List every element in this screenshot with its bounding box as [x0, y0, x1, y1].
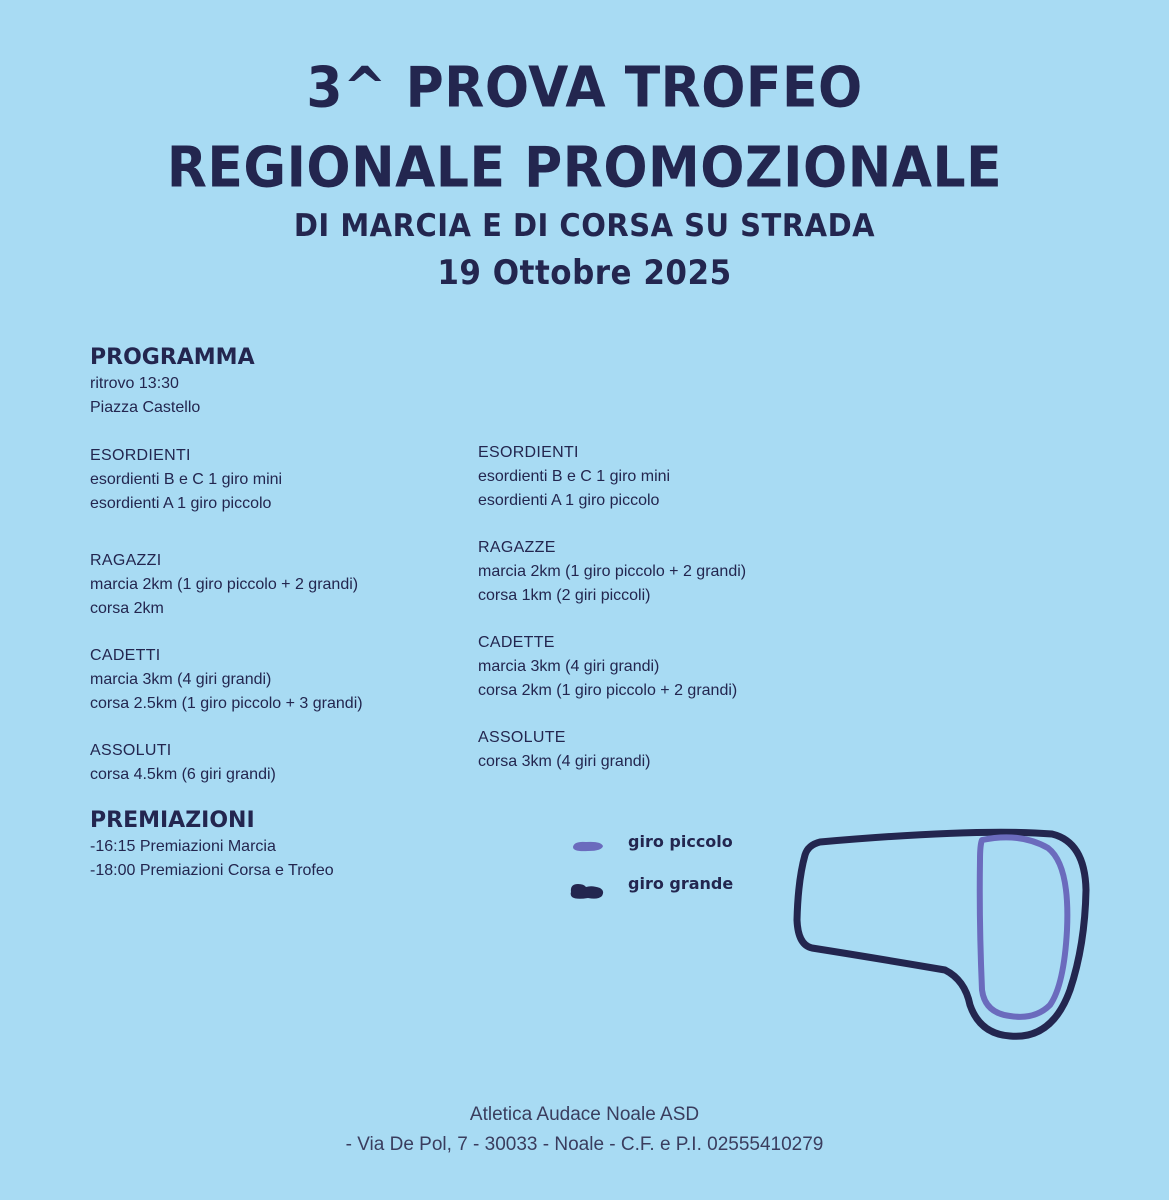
- esordienti-f-section: [478, 441, 878, 513]
- subtitle: DI MARCIA E DI CORSA SU STRADA: [293, 206, 876, 244]
- category-line: corsa 3km (4 giri grandi): [478, 753, 651, 770]
- ritrovo-place: Piazza Castello: [90, 399, 201, 416]
- category-line: esordienti B e C 1 giro mini: [90, 471, 283, 488]
- programma-heading: PROGRAMMA: [90, 345, 255, 370]
- category-heading: ESORDIENTI: [478, 444, 579, 461]
- ritrovo-time: ritrovo 13:30: [90, 375, 179, 392]
- premiazioni-heading: PREMIAZIONI: [90, 808, 255, 833]
- right-column: [478, 441, 878, 774]
- course-map-icon: [780, 820, 1100, 1050]
- esordienti-m-section: [90, 444, 470, 516]
- legend-large-loop: [568, 870, 808, 912]
- category-line: corsa 4.5km (6 giri grandi): [90, 766, 276, 783]
- premiazione-line: -18:00 Premiazioni Corsa e Trofeo: [90, 862, 334, 879]
- category-line: corsa 1km (2 giri piccoli): [478, 587, 651, 604]
- legend-small-label: giro piccolo: [628, 832, 733, 851]
- title-line-1: 3^ PROVA TROFEO: [306, 55, 863, 121]
- cadetti-section: [90, 644, 470, 716]
- category-heading: ASSOLUTE: [478, 729, 566, 746]
- small-loop-path: [980, 837, 1068, 1017]
- category-heading: RAGAZZI: [90, 552, 162, 569]
- cadette-section: [478, 631, 878, 703]
- ragazzi-section: [90, 549, 470, 621]
- category-heading: CADETTE: [478, 634, 555, 651]
- premiazioni-section: [90, 807, 470, 883]
- category-heading: CADETTI: [90, 647, 161, 664]
- category-line: esordienti B e C 1 giro mini: [478, 468, 671, 485]
- course-legend: [568, 828, 808, 912]
- category-line: marcia 2km (1 giro piccolo + 2 grandi): [478, 563, 747, 580]
- category-line: marcia 2km (1 giro piccolo + 2 grandi): [90, 576, 359, 593]
- category-line: esordienti A 1 giro piccolo: [478, 492, 660, 509]
- large-loop-swatch-icon: [568, 878, 608, 902]
- ragazze-section: [478, 536, 878, 608]
- legend-large-label: giro grande: [628, 874, 734, 893]
- category-line: marcia 3km (4 giri grandi): [478, 658, 660, 675]
- assoluti-section: [90, 739, 470, 787]
- premiazione-line: -16:15 Premiazioni Marcia: [90, 838, 276, 855]
- category-line: corsa 2.5km (1 giro piccolo + 3 grandi): [90, 695, 363, 712]
- assolute-section: [478, 726, 878, 774]
- category-line: esordienti A 1 giro piccolo: [90, 495, 272, 512]
- footer-organization: Atletica Audace Noale ASD: [469, 1104, 700, 1125]
- small-loop-swatch-icon: [568, 836, 608, 856]
- legend-small-loop: [568, 828, 808, 870]
- event-date: 19 Ottobre 2025: [437, 253, 732, 293]
- category-line: corsa 2km (1 giro piccolo + 2 grandi): [478, 682, 738, 699]
- category-line: corsa 2km: [90, 600, 164, 617]
- category-heading: ASSOLUTI: [90, 742, 172, 759]
- large-loop-path: [797, 832, 1086, 1036]
- title-line-2: REGIONALE PROMOZIONALE: [166, 135, 1003, 201]
- category-heading: RAGAZZE: [478, 539, 556, 556]
- footer-address: - Via De Pol, 7 - 30033 - Noale - C.F. e P.I. 02555410279: [345, 1134, 824, 1155]
- programma-section: [90, 344, 470, 420]
- left-column: [90, 344, 470, 883]
- category-line: marcia 3km (4 giri grandi): [90, 671, 272, 688]
- category-heading: ESORDIENTI: [90, 447, 191, 464]
